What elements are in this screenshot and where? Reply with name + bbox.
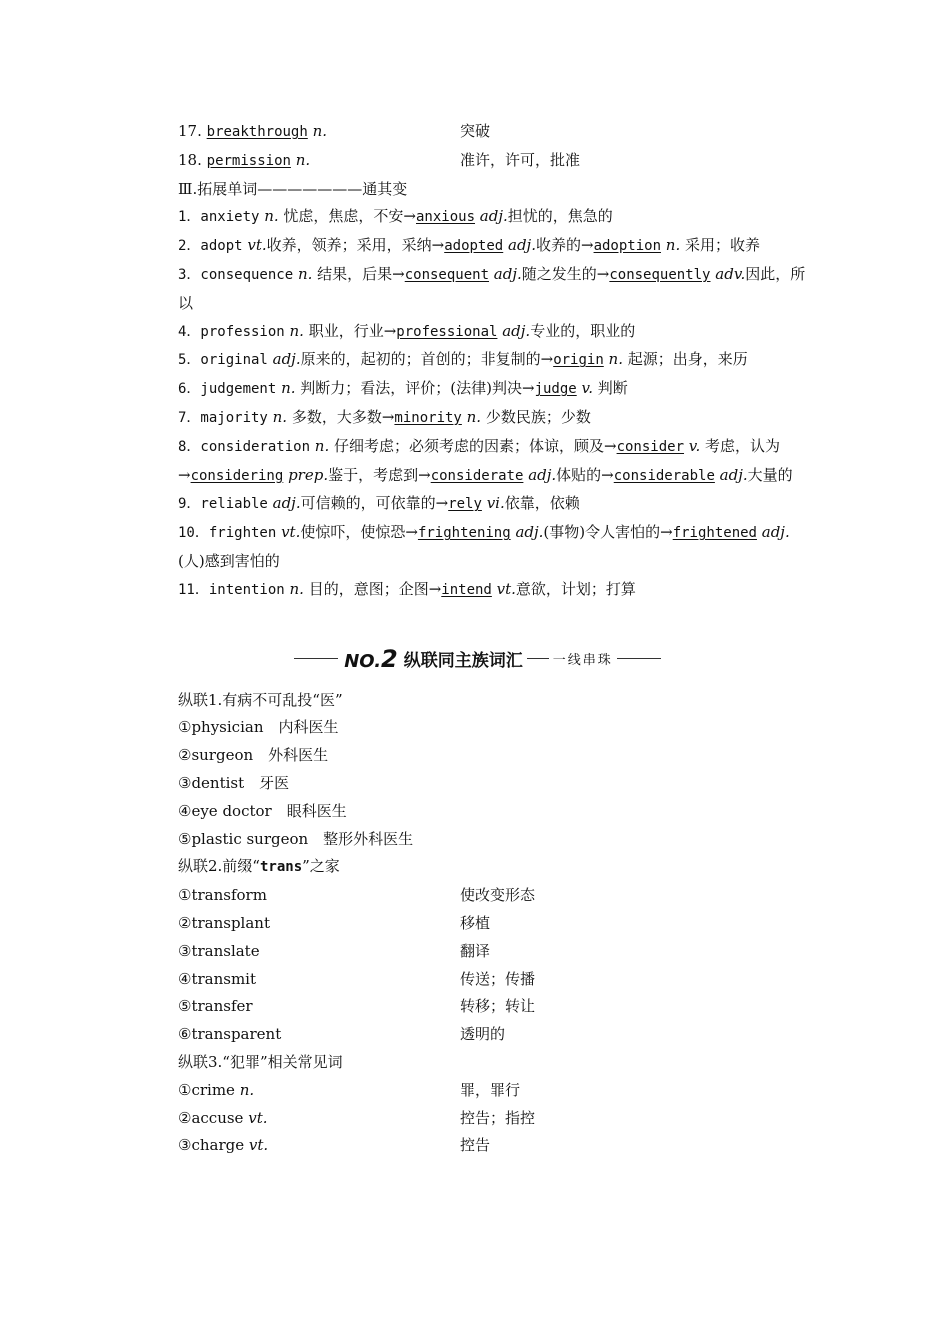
- list-item: ⑥transparent 透明的: [178, 1025, 506, 1044]
- list-item: ②transplant 移植: [178, 913, 491, 932]
- list-item: ③translate 翻译: [178, 941, 491, 960]
- vocab-word: permission: [206, 152, 291, 169]
- vocab-item-18: [145, 147, 810, 176]
- part-of-speech: n.: [312, 122, 328, 140]
- item-number: 18.: [178, 150, 202, 169]
- list-item: ④eye doctor 眼科医生: [178, 801, 347, 820]
- vocab-item-17: [145, 118, 810, 147]
- ext-item-9: 9．reliable adj.可信赖的，可依靠的→rely vi.依靠，依赖: [178, 494, 580, 513]
- list-item: ②accuse vt. 控告；指控: [178, 1108, 536, 1127]
- ext-item-8: 8．consideration n. 仔细考虑；必须考虑的因素；体谅，顾及→consider v. 考虑，认为→considering prep.鉴于，考虑到→considerate adj.体贴的→considerable adj.大量的: [178, 436, 793, 484]
- group3-title: 纵联3.“犯罪”相关常见词: [178, 1052, 343, 1071]
- vocab-meaning: 突破: [460, 122, 491, 140]
- ext-item-3: 3．consequence n. 结果，后果→consequent adj.随之发生的→consequently adv.因此，所以: [178, 264, 806, 312]
- ext-item-7: 7．majority n. 多数，大多数→minority n. 少数民族；少数: [178, 407, 591, 426]
- document-page: [145, 118, 810, 1160]
- list-item: ③dentist 牙医: [178, 773, 290, 792]
- ext-item-4: 4．profession n. 职业，行业→professional adj.专业的，职业的: [178, 321, 636, 340]
- list-item: ⑤plastic surgeon 整形外科医生: [178, 829, 414, 848]
- list-item: ①crime n. 罪，罪行: [178, 1080, 521, 1099]
- section-subtitle: 一线串珠: [552, 653, 613, 669]
- list-item: ②surgeon 外科医生: [178, 746, 329, 765]
- divider: [294, 658, 338, 659]
- ext-item-2: 2．adopt vt.收养，领养；采用，采纳→adopted adj.收养的→adoption n. 采用；收养: [178, 236, 760, 255]
- ext-item-6: 6．judgement n. 判断力；看法，评价；(法律)判决→judge v. 判断: [178, 379, 628, 398]
- list-item: ⑤transfer 转移；转让: [178, 997, 536, 1016]
- section-header-no2: NO.2 纵联同主族词汇 一线串珠: [145, 631, 810, 687]
- list-item: ①transform 使改变形态: [178, 886, 536, 905]
- group1-title: 纵联1.有病不可乱投“医”: [178, 690, 343, 709]
- divider: [527, 658, 549, 659]
- list-item: ③charge vt. 控告: [178, 1136, 491, 1155]
- list-item: ④transmit 传送；传播: [178, 969, 536, 988]
- ext-item-11: 11．intention n. 目的，意图；企图→intend vt.意欲，计划；打算: [178, 579, 636, 598]
- divider: [617, 658, 661, 659]
- vocab-meaning: 准许，许可，批准: [460, 150, 581, 169]
- section3-title: Ⅲ.拓展单词———————通其变: [178, 179, 408, 198]
- part-of-speech: n.: [295, 150, 311, 169]
- ext-item-1: 1．anxiety n. 忧虑，焦虑，不安→anxious adj.担忧的，焦急的: [178, 207, 613, 226]
- item-number: 17.: [178, 122, 202, 140]
- ext-item-10: 10．frighten vt.使惊吓，使惊恐→frightening adj.(事物)令人害怕的→frightened adj.(人)感到害怕的: [178, 523, 790, 570]
- section-title: 纵联同主族词汇: [403, 651, 523, 672]
- vocab-word: breakthrough: [206, 124, 308, 140]
- group2-title: 纵联2.前缀“trans”之家: [178, 857, 340, 876]
- list-item: ①physician 内科医生: [178, 718, 339, 737]
- ext-item-5: 5．original adj.原来的，起初的；首创的；非复制的→origin n. 起源；出身，来历: [178, 350, 748, 369]
